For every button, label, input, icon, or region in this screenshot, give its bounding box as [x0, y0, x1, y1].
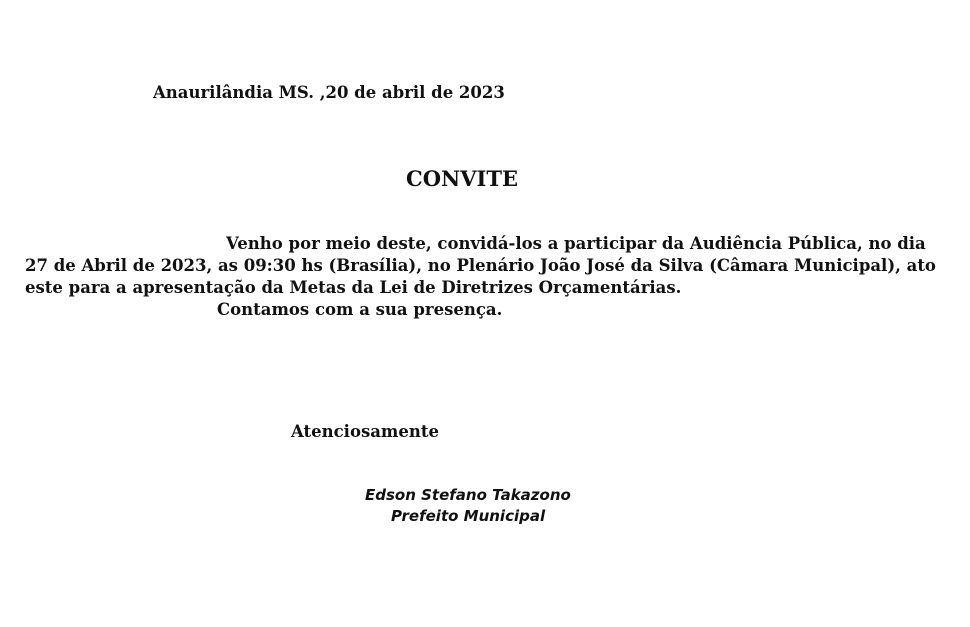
closing-salutation: Atenciosamente [291, 422, 440, 441]
signatory-name: Edson Stefano Takazono [365, 486, 571, 504]
body-line-4: Contamos com a sua presença. [217, 300, 503, 319]
date-line: Anaurilândia MS. ,20 de abril de 2023 [153, 83, 505, 102]
body-line-1: Venho por meio deste, convidá-los a participar da Audiência Pública, no dia [226, 234, 926, 253]
body-line-3: este para a apresentação da Metas da Lei de Diretrizes Orçamentárias. [25, 278, 682, 297]
letter-title: CONVITE [406, 166, 518, 191]
body-line-2: 27 de Abril de 2023, as 09:30 hs (Brasília), no Plenário João José da Silva (Câmara Municipal), ato [25, 256, 936, 275]
signatory-role: Prefeito Municipal [391, 507, 546, 525]
